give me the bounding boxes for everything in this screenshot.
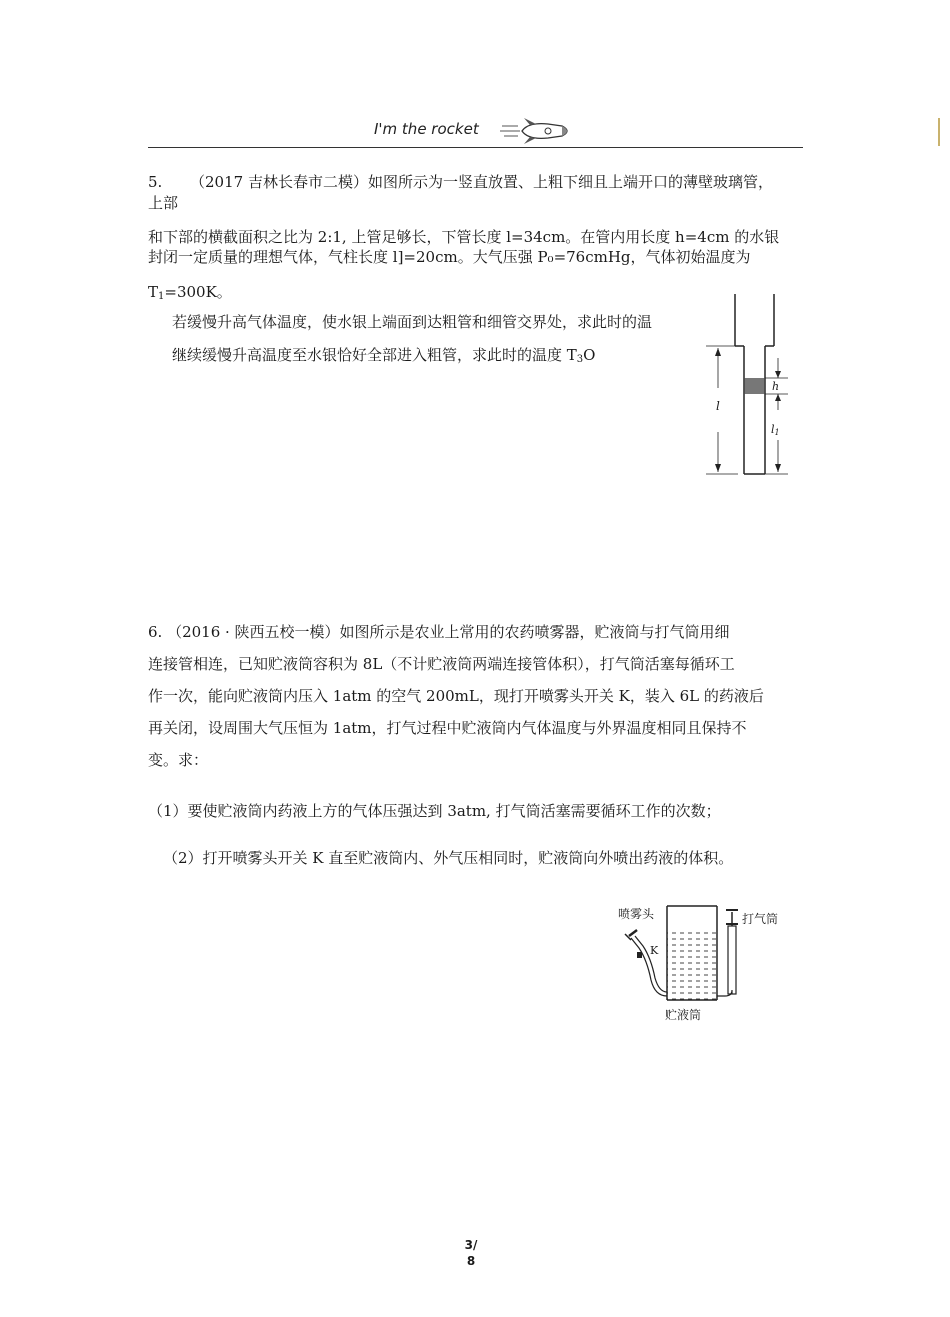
nozzle-label: 喷雾头: [618, 907, 655, 921]
problem6-question1: （1）要使贮液筒内药液上方的气体压强达到 3atm, 打气筒活塞需要循环工作的次数；: [148, 802, 721, 820]
header-logo-text: I'm the rocket: [374, 120, 479, 138]
problem6-line4: 再关闭，设周围大气压恒为 1atm，打气过程中贮液筒内气体温度与外界温度相同且保持不: [148, 719, 747, 737]
problem5-line2: 和下部的横截面积之比为 2:1, 上管足够长，下管长度 l=34cm。在管内用长度 h=4cm 的水银: [148, 228, 780, 246]
problem5-question2-sub: 3: [576, 354, 584, 365]
problem5-number: 5.: [148, 173, 163, 191]
switch-k-mark: [637, 952, 642, 958]
problem6-line3: 作一次，能向贮液筒内压入 1atm 的空气 200mL，现打开喷雾头开关 K，装入 6L 的药液后: [148, 687, 764, 705]
problem5-line3: 封闭一定质量的理想气体，气柱长度 l]=20cm。大气压强 P₀=76cmHg，气体初始温度为: [148, 248, 751, 266]
pump-label: 打气筒: [742, 912, 779, 926]
tube-label-l1-sub: 1: [774, 428, 780, 437]
header-rule: [148, 147, 803, 148]
problem6-line1: 6. （2016 · 陕西五校一模）如图所示是农业上常用的农药喷雾器，贮液筒与打气筒用细: [148, 623, 730, 641]
pump-cylinder: [728, 926, 736, 994]
mercury-column: [745, 378, 765, 394]
liquid-fill: [667, 928, 717, 1000]
problem5-line4-t: T: [148, 283, 159, 301]
problem5-question2-text: 继续缓慢升高温度至水银恰好全部进入粗管，求此时的温度 T: [172, 346, 577, 364]
page-number-top: 3/: [464, 1238, 478, 1252]
problem5-line4: [148, 282, 232, 307]
problem5-question2-end: O: [583, 346, 596, 364]
switch-k-label: K: [650, 944, 659, 957]
problem5-line1b: 上部: [148, 194, 179, 212]
tube-label-l1: [771, 423, 780, 437]
tube-label-h: h: [772, 380, 780, 393]
problem6-line5: 变。求：: [148, 751, 209, 769]
problem6-question2: （2）打开喷雾头开关 K 直至贮液筒内、外气压相同时，贮液筒向外喷出药液的体积。: [163, 849, 734, 867]
edge-mark: [938, 118, 940, 146]
tube-label-l: l: [716, 399, 720, 413]
problem5-question1: 若缓慢升高气体温度，使水银上端面到达粗管和细管交界处，求此时的温: [172, 313, 653, 331]
problem5-line4-rest: =300K。: [164, 283, 232, 301]
page-number-bottom: 8: [466, 1254, 476, 1268]
tube-label-l1-text: l: [771, 423, 775, 436]
problem6-line2: 连接管相连，已知贮液筒容积为 8L（不计贮液筒两端连接管体积），打气筒活塞每循环工: [148, 655, 735, 673]
problem5-question2: [172, 345, 595, 370]
rocket-icon: [500, 116, 580, 146]
tank-label: 贮液筒: [665, 1008, 702, 1022]
glass-tube-figure: [700, 292, 800, 478]
problem5-line4-sub: 1: [158, 291, 165, 302]
problem5-line1: （2017 吉林长春市二模）如图所示为一竖直放置、上粗下细且上端开口的薄壁玻璃管，: [190, 173, 773, 191]
